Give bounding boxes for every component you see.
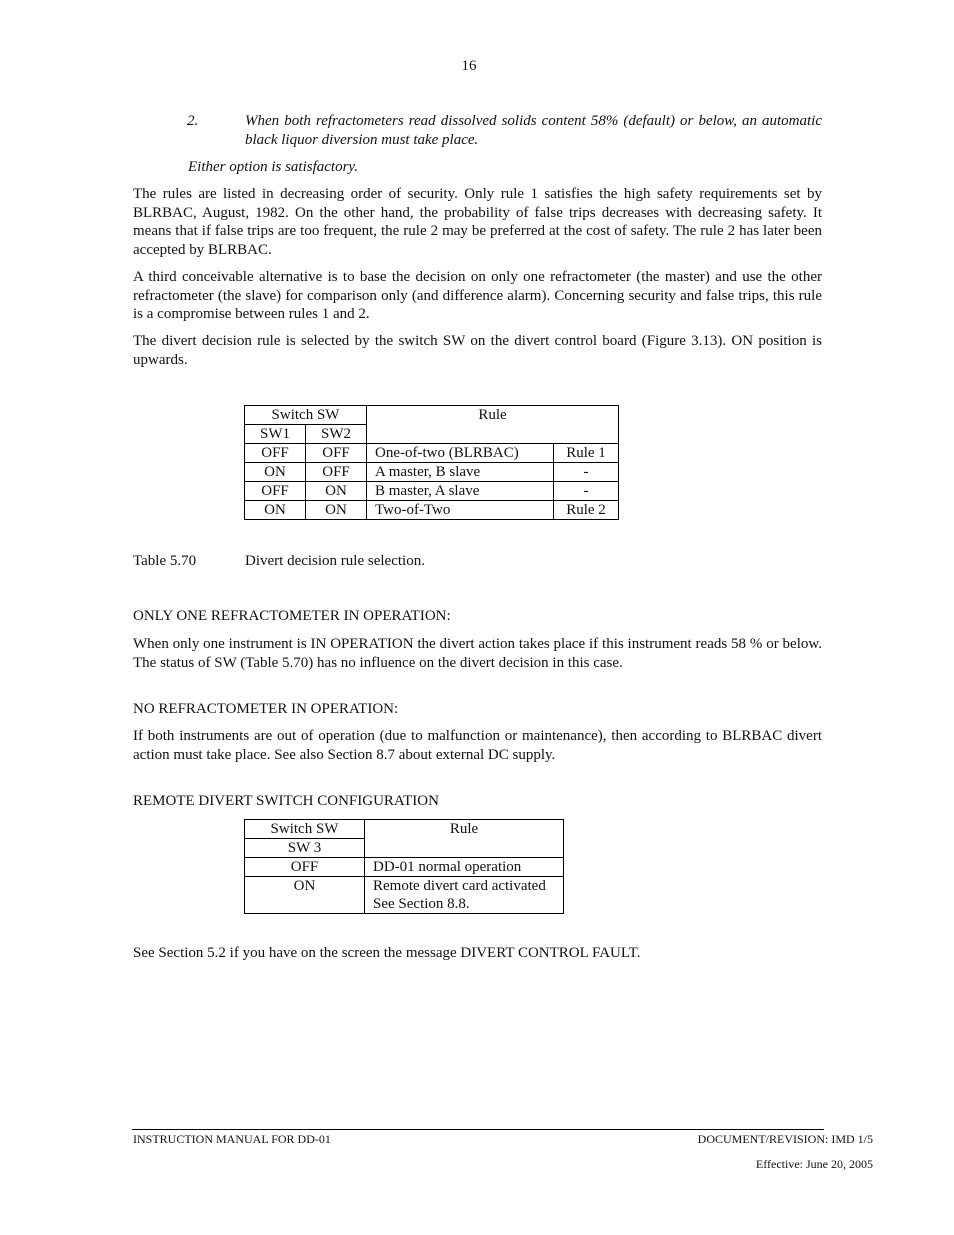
footer-right: DOCUMENT/REVISION: IMD 1/5 [697,1132,873,1146]
divert-rule-table [244,405,619,520]
header-switch-sw: Switch SW [245,406,367,425]
cell-desc: Two-of-Two [367,501,554,520]
cell-sw2: OFF [306,444,367,463]
cell-desc: DD-01 normal operation [365,858,564,877]
footer-divider [132,1129,824,1130]
footer-left: INSTRUCTION MANUAL FOR DD-01 [133,1132,331,1146]
table-header-row [245,820,564,839]
list-item-number: 2. [187,113,199,129]
cell-desc [365,877,564,914]
closing-text: See Section 5.2 if you have on the screen the message DIVERT CONTROL FAULT. [133,945,641,961]
header-switch-sw: Switch SW [245,820,365,839]
cell-rule: - [554,463,619,482]
cell-sw1: ON [245,501,306,520]
table-header-row [245,406,619,425]
paragraph-rules-order: The rules are listed in decreasing order of security. Only rule 1 satisfies the high safety requirements set by BLRBAC, August, 1982. On the other hand, the probability of false trips decreases with decreasing safety. It means that if false trips are too frequent, the rule 2 may be preferred at the cost of safety. The rule 2 has later been accepted by BLRBAC. [133,186,822,258]
heading-remote-divert: REMOTE DIVERT SWITCH CONFIGURATION [133,793,439,809]
paragraph-third-alternative: A third conceivable alternative is to base the decision on only one refractometer (the master) and use the other refractometer (the slave) for comparison only (and difference alarm). Concerning security and false trips, this rule is a compromise between rules 1 and 2. [133,269,822,322]
table-caption-label: Table 5.70 [133,553,197,569]
heading-no-refractometer: NO REFRACTOMETER IN OPERATION: [133,701,399,717]
table-row [245,444,619,463]
cell-rule: - [554,482,619,501]
remote-divert-table [244,819,564,914]
header-rule: Rule [367,406,619,444]
either-option-note: Either option is satisfactory. [188,159,359,175]
header-sw2: SW2 [306,425,367,444]
cell-sw: ON [245,877,365,914]
cell-sw2: ON [306,482,367,501]
heading-one-refractometer: ONLY ONE REFRACTOMETER IN OPERATION: [133,608,451,624]
cell-sw1: OFF [245,444,306,463]
page-number: 16 [461,58,477,74]
cell-sw1: OFF [245,482,306,501]
paragraph-switch-selection: The divert decision rule is selected by the switch SW on the divert control board (Figure 3.13). ON position is upwards. [133,333,822,368]
table-row [245,482,619,501]
table-row [245,858,564,877]
header-rule: Rule [365,820,564,858]
table-row [245,877,564,914]
cell-sw: OFF [245,858,365,877]
table-row [245,463,619,482]
table-caption-text: Divert decision rule selection. [245,553,425,569]
cell-sw2: ON [306,501,367,520]
header-sw1: SW1 [245,425,306,444]
paragraph-no-refractometer: If both instruments are out of operation (due to malfunction or maintenance), then according to BLRBAC divert action must take place. See also Section 8.7 about external DC supply. [133,728,822,763]
list-item-text: When both refractometers read dissolved solids content 58% (default) or below, an automatic black liquor diversion must take place. [245,113,822,148]
paragraph-one-refractometer: When only one instrument is IN OPERATION the divert action takes place if this instrument reads 58 % or below. The status of SW (Table 5.70) has no influence on the divert decision in this case. [133,636,822,671]
cell-rule: Rule 1 [554,444,619,463]
table-row [245,501,619,520]
footer-effective: Effective: June 20, 2005 [755,1157,873,1171]
cell-rule: Rule 2 [554,501,619,520]
cell-desc-line1: Remote divert card activated [373,878,546,894]
cell-sw1: ON [245,463,306,482]
cell-sw2: OFF [306,463,367,482]
cell-desc-line2: See Section 8.8. [373,896,470,912]
cell-desc: B master, A slave [367,482,554,501]
cell-desc: One-of-two (BLRBAC) [367,444,554,463]
cell-desc: A master, B slave [367,463,554,482]
header-sw3: SW 3 [245,839,365,858]
